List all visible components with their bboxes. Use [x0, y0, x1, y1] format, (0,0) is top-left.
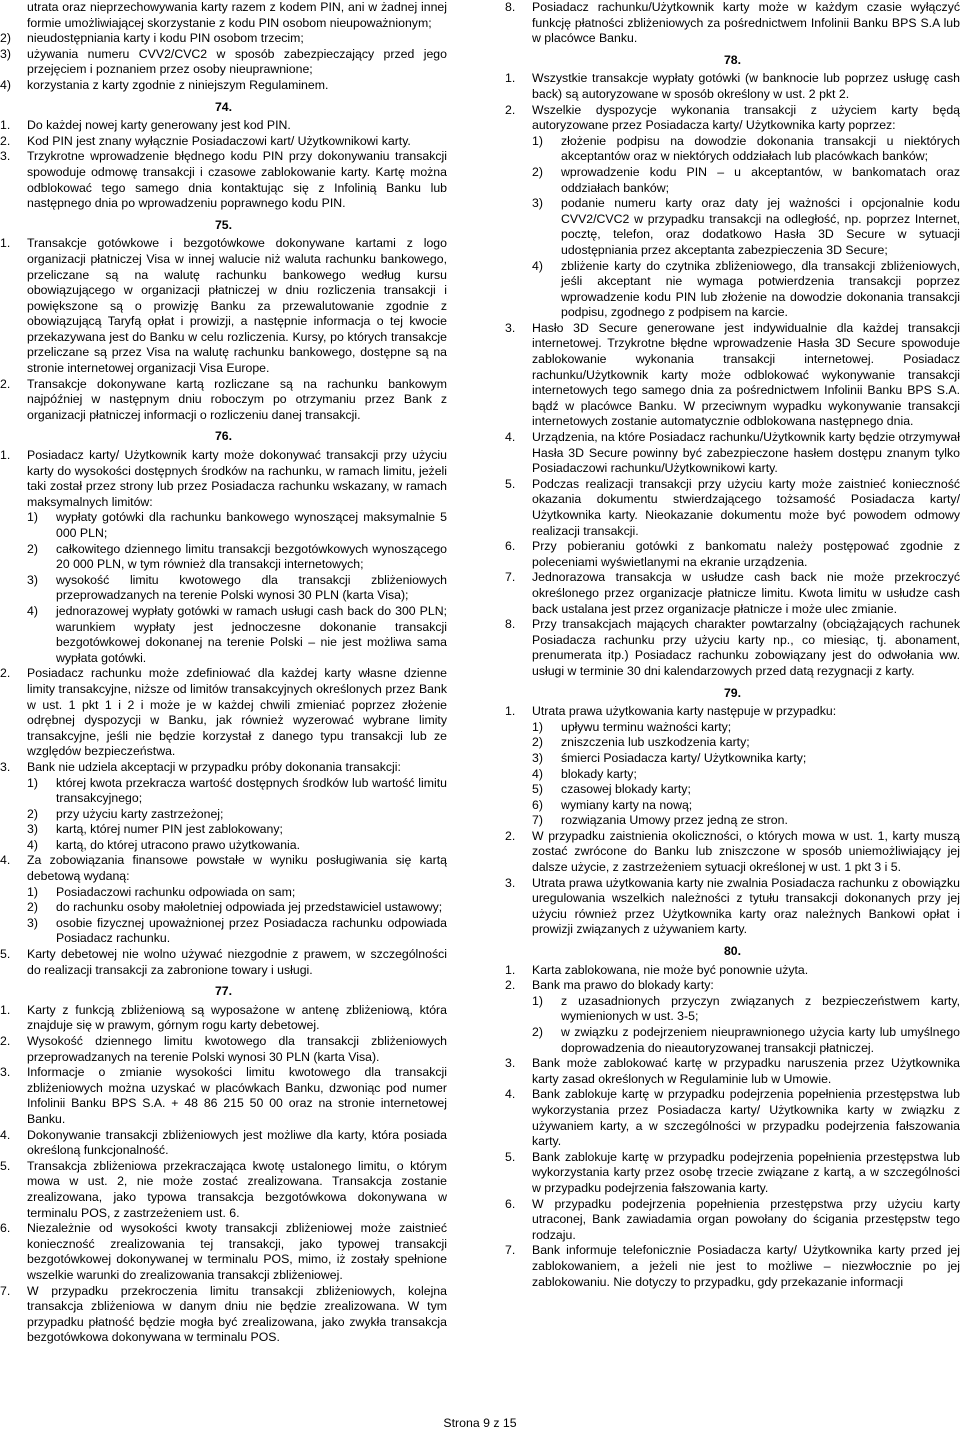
- item-number: 6.: [505, 539, 516, 554]
- sub-item: [0, 916, 447, 947]
- item-text: Jednorazowa transakcja w usłudze cash back nie może przekroczyć określonego przez organizacje płatnicze limitu. Kwota limitu w usłudze cash back ustalana jest przez organizacje płatnicze i może ulec zmianie.: [532, 570, 960, 616]
- item-text: nieudostępniania karty i kodu PIN osobom trzecim;: [27, 31, 304, 46]
- item-text: korzystania z karty zgodnie z niniejszym Regulaminem.: [27, 77, 329, 92]
- section-number: 77.: [214, 984, 233, 999]
- list-item: [0, 448, 447, 510]
- item-number: 3): [27, 572, 38, 587]
- item-text: Bank informuje telefonicznie Posiadacza karty/ Użytkownika karty przed jej zablokowaniem, a jeżeli nie jest to możliwe – niezwłocznie po jej zablokowaniu. Nie dotyczy to przypadku, gdy przekazanie informacji: [532, 1243, 960, 1289]
- item-text: Za zobowiązania finansowe powstałe w wyniku posługiwania się kartą debetową wydaną:: [27, 853, 447, 884]
- list-item: [505, 570, 960, 617]
- item-text: jednorazowej wypłaty gotówki w ramach usługi cash back do 300 PLN; warunkiem wypłaty jest jednoczesne dokonanie transakcji bezgotówkowej dokonanej na terenie Polski – nie jest możliwa sama wypłata gotówki.: [56, 603, 447, 665]
- sub-item: [0, 822, 447, 838]
- item-number: 7.: [505, 1243, 516, 1258]
- item-number: 1): [27, 510, 38, 525]
- item-number: 3): [532, 750, 543, 765]
- sub-item: [505, 782, 960, 798]
- item-text: Karty z funkcją zbliżeniową są wyposażone w antenę zbliżeniową, która znajduje się w prawym, górnym rogu karty debetowej.: [27, 1002, 447, 1033]
- list-item: [505, 321, 960, 430]
- left-column: [0, 0, 447, 1346]
- section-number: 80.: [723, 944, 742, 959]
- item-number: 1.: [505, 962, 516, 977]
- item-number: 4): [532, 766, 543, 781]
- list-item: [0, 1065, 447, 1127]
- item-number: 2): [532, 1025, 543, 1039]
- item-number: 3): [27, 822, 38, 837]
- right-column: [505, 0, 960, 1290]
- item-text: wymiany karty na nową;: [561, 797, 693, 812]
- list-item: [505, 704, 960, 720]
- item-number: 1): [532, 993, 543, 1008]
- item-number: 6.: [505, 1196, 516, 1211]
- item-number: 2.: [0, 133, 11, 148]
- list-item: [505, 963, 960, 979]
- item-number: 1.: [505, 704, 516, 719]
- section-number: 78.: [723, 52, 742, 67]
- sub-item: [505, 720, 960, 736]
- item-number: 1): [532, 719, 543, 734]
- item-text: Bank ma prawo do blokady karty:: [532, 978, 714, 993]
- list-item: [505, 1087, 960, 1149]
- item-number: 3.: [505, 320, 516, 335]
- item-number: 7.: [0, 1283, 11, 1298]
- list-item: [505, 1056, 960, 1087]
- item-text: rozwiązania Umowy przez jedną ze stron.: [561, 813, 788, 828]
- list-item: [0, 1034, 447, 1065]
- item-number: 4): [532, 258, 543, 273]
- list-item: [0, 149, 447, 211]
- item-number: 7): [532, 813, 543, 828]
- item-text: Transakcja zbliżeniowa przekraczająca kwotę ustalonego limitu, o którym mowa w ust. 2, nie może zostać zrealizowana. Transakcja zostanie zrealizowana, jako typowa transakcja bezgotówkowa dokonywana w terminalu POS, z zastrzeżeniem ust. 6.: [27, 1158, 447, 1220]
- item-number: 3): [532, 196, 543, 211]
- sub-item: [505, 767, 960, 783]
- item-text: osobie fizycznej upoważnionej przez Posiadacza rachunku odpowiada Posiadacz rachunku.: [56, 915, 447, 946]
- item-text: Wysokość dziennego limitu kwotowego dla transakcji zbliżeniowych przeprowadzanych na terenie Polski wynosi 30 PLN (karta Visa).: [27, 1034, 447, 1064]
- item-number: 2): [27, 806, 38, 821]
- item-text: W przypadku podejrzenia popełnienia przestępstwa przy użyciu karty utraconej, Bank zawiadamia organ powołany do ścigania przestępstw tego rodzaju.: [532, 1196, 960, 1242]
- section-number: 74.: [214, 99, 233, 114]
- list-item: [505, 477, 960, 539]
- item-number: 3): [27, 915, 38, 930]
- item-number: 1): [27, 884, 38, 899]
- item-text: Trzykrotne wprowadzenie błędnego kodu PIN przy dokonywaniu transakcji spowoduje odmowę transakcji i czasowe zablokowanie karty. Kartę można odblokować tego samego dnia kontaktując się z Infolinią Banku lub następnego dnia po wprowadzeniu poprawnego kodu PIN.: [27, 149, 447, 211]
- sub-item: [0, 510, 447, 541]
- list-item: [0, 1284, 447, 1346]
- item-number: 3.: [505, 875, 516, 890]
- list-item: [505, 978, 960, 994]
- list-item: [0, 78, 447, 94]
- item-text: Transakcje dokonywane kartą rozliczane są na rachunku bankowym najpóźniej w następnym dniu roboczym po otrzymaniu przez Bank z organizacji płatniczej informacji o rozliczeniu danej transakcji.: [27, 376, 447, 422]
- item-text: zbliżenie karty do czytnika zbliżeniowego, dla transakcji zbliżeniowych, jeśli akceptant nie wymaga potwierdzenia transakcji poprzez wprowadzenie kodu PIN lub złożenie na dowodzie dokonania transakcji podpisu, zgodnego z podpisem na karcie.: [561, 258, 960, 320]
- item-number: 5.: [505, 476, 516, 491]
- list-item: [505, 876, 960, 938]
- item-text: w związku z podejrzeniem nieuprawnionego użycia karty lub umyślnego doprowadzenia do nieautoryzowanej transakcji płatniczej.: [561, 1025, 960, 1055]
- page-footer: Strona 9 z 15: [443, 1416, 517, 1430]
- item-number: 6): [532, 797, 543, 812]
- item-text: Posiadacz karty/ Użytkownik karty może dokonywać transakcji przy użyciu karty do wysokości dostępnych środków na rachunku, w ramach limitu, jeżeli taki został przez strony lub przez Posiadacza rachunku wskazany, w ramach maksymalnych limitów:: [27, 448, 447, 509]
- item-text: upływu terminu ważności karty;: [561, 719, 732, 734]
- item-text: Utrata prawa użytkowania karty nie zwalnia Posiadacza rachunku z obowiązku uregulowania wszelkich należności z tytułu transakcji dokonanych przy jej użyciu również przez Użytkownika karty oraz należnych Bankowi opłat i prowizji związanych z używaniem karty.: [532, 875, 960, 937]
- item-number: 2): [27, 541, 38, 556]
- list-item: [0, 760, 447, 776]
- item-number: 2.: [505, 828, 516, 843]
- list-item: [505, 617, 960, 679]
- item-number: 8.: [505, 617, 516, 632]
- sub-item: [505, 813, 960, 829]
- item-text: W przypadku przekroczenia limitu transakcji zbliżeniowych, kolejna transakcja zbliżeniowa w danym dniu nie będzie zrealizowana. W tym przypadku płatność będzie mogła być zrealizowana, jako zwykła transakcja bezgotówkowa dokonywana w terminalu POS.: [27, 1283, 447, 1345]
- item-text: Kod PIN jest znany wyłącznie Posiadaczowi kart/ Użytkownikowi karty.: [27, 133, 411, 148]
- item-number: 3): [0, 46, 11, 61]
- list-item: [0, 853, 447, 884]
- list-item: [0, 947, 447, 978]
- item-number: 2.: [0, 1034, 11, 1048]
- sub-item: [505, 196, 960, 258]
- item-text: blokady karty;: [561, 766, 637, 781]
- item-number: 5): [532, 782, 543, 797]
- list-item: [505, 71, 960, 102]
- item-text: używania numeru CVV2/CVC2 w sposób zabezpieczający przed jego przejęciem i poznaniem przez osoby nieuprawnione;: [27, 46, 447, 77]
- item-text: Utrata prawa użytkowania karty następuje w przypadku:: [532, 704, 837, 719]
- list-item: [0, 666, 447, 760]
- item-text: Niezależnie od wysokości kwoty transakcji zbliżeniowej może zaistnieć konieczność zrealizowania tej transakcji, jako typowej transakcji bezgotówkowej dokonywanej w terminalu POS, mimo, iż zostały spełnione wszelkie warunki do zrealizowania transakcji zbliżeniowej.: [27, 1221, 447, 1282]
- list-item: [505, 1243, 960, 1290]
- list-item: [0, 1003, 447, 1034]
- item-number: 4): [27, 837, 38, 852]
- list-item: [0, 0, 447, 31]
- list-item: [505, 0, 960, 47]
- sub-item: [0, 776, 447, 807]
- item-text: Bank nie udziela akceptacji w przypadku próby dokonania transakcji:: [27, 759, 401, 774]
- sub-item: [0, 885, 447, 901]
- item-text: z uzasadnionych przyczyn związanych z bezpieczeństwem karty, wymienionych w ust. 3-5;: [561, 993, 960, 1024]
- list-item: [0, 1221, 447, 1283]
- item-text: Hasło 3D Secure generowane jest indywidualnie dla każdej transakcji internetowej. Trzykrotne błędne wprowadzenie Hasła 3D Secure spowoduje zablokowanie wykonania transakcji internetowej. Posiadacz rachunku/Użytkownik karty może odblokować wykonywanie transakcji internetowych tego samego dnia za pośrednictwem Infolinii Banku BPS S.A. bądź w placówce Banku. W przeciwnym wypadku wykonywanie transakcji internetowych zostanie automatycznie odblokowana następnego dnia.: [532, 320, 960, 429]
- item-text: Do każdej nowej karty generowany jest kod PIN.: [27, 118, 291, 133]
- list-item: [0, 134, 447, 150]
- item-number: 2.: [505, 978, 516, 993]
- item-text: Posiadacz rachunku/Użytkownik karty może w każdym czasie wyłączyć funkcję płatności zbliżeniowych za pośrednictwem Infolinii Banku BPS S.A lub w placówce Banku.: [532, 0, 960, 46]
- sub-item: [0, 542, 447, 573]
- sub-item: [0, 604, 447, 666]
- sub-item: [505, 1025, 960, 1056]
- list-item: [505, 539, 960, 570]
- item-text: złożenie podpisu na dowodzie dokonania transakcji u niektórych akceptantów oraz w niektórych oddziałach lub placówkach banków;: [561, 133, 960, 164]
- item-number: 1): [27, 775, 38, 790]
- list-item: [0, 47, 447, 78]
- section-number: 76.: [214, 429, 233, 444]
- list-item: [0, 1128, 447, 1159]
- item-number: 3.: [0, 1065, 11, 1080]
- sub-item: [505, 134, 960, 165]
- item-text: podanie numeru karty oraz daty jej ważności i opcjonalnie kodu CVV2/CVC2 w przypadku transakcji na odległość, np. poprzez Internet, pocztę, telefon, oraz dodatkowo Hasła 3D Secure w sytuacji udostępniania przez akceptanta zabezpieczenia 3D Secure;: [561, 196, 960, 257]
- sub-item: [0, 900, 447, 916]
- item-text: Bank zablokuje kartę w przypadku podejrzenia popełnienia przestępstwa lub wykorzystania karty przez osobę trzecie związane z kartą, a w szczególności w przypadku podejrzenia fałszowania karty.: [532, 1149, 960, 1195]
- item-text: Przy pobieraniu gotówki z bankomatu należy postępować zgodnie z poleceniami wyświetlanymi na ekranie urządzenia.: [532, 539, 960, 569]
- item-number: 2.: [0, 666, 11, 681]
- sub-item: [505, 259, 960, 321]
- sub-item: [505, 798, 960, 814]
- sub-item: [505, 994, 960, 1025]
- item-text: Karty debetowej nie wolno używać niezgodnie z prawem, w szczególności do realizacji transakcji za zabronione towary i usługi.: [27, 947, 447, 977]
- item-text: czasowej blokady karty;: [561, 782, 691, 797]
- sub-item: [505, 735, 960, 751]
- item-number: 3.: [0, 759, 11, 774]
- section-number: 75.: [214, 217, 233, 232]
- item-text: zniszczenia lub uszkodzenia karty;: [561, 735, 750, 750]
- item-text: przy użyciu karty zastrzeżonej;: [56, 806, 224, 821]
- item-number: 1.: [505, 71, 516, 86]
- item-text: do rachunku osoby małoletniej odpowiada jej przedstawiciel ustawowy;: [56, 900, 443, 915]
- list-item: [0, 31, 447, 47]
- item-text: śmierci Posiadacza karty/ Użytkownika karty;: [561, 750, 807, 765]
- item-number: 5.: [0, 1158, 11, 1173]
- item-number: 6.: [0, 1221, 11, 1236]
- item-text: utrata oraz nieprzechowywania karty razem z kodem PIN, ani w żadnej innej formie umożliwiającej skorzystanie z kodu PIN osobom nieupoważnionym;: [27, 0, 447, 30]
- item-number: 3.: [0, 149, 11, 164]
- item-number: 2): [27, 900, 38, 915]
- sub-item: [0, 807, 447, 823]
- section-number: 79.: [723, 685, 742, 700]
- item-text: W przypadku zaistnienia okoliczności, o których mowa w ust. 1, karty muszą zostać zwrócone do Banku lub zniszczone w sposób uniemożliwiający jej dalsze użycie, z zastrzeżeniem sytuacji określonej w ust. 1 pkt 3 i 5.: [532, 828, 960, 875]
- item-text: kartą, której numer PIN jest zablokowany;: [56, 822, 283, 837]
- item-text: Bank zablokuje kartę w przypadku podejrzenia popełnienia przestępstwa lub wykorzystania przez Posiadacza karty/ Użytkownika karty w związku z używaniem karty, a w szczególności w przypadku podejrzenia fałszowania karty.: [532, 1087, 960, 1149]
- list-item: [505, 1197, 960, 1244]
- item-number: 8.: [505, 0, 516, 14]
- item-text: Wszelkie dyspozycje wykonania transakcji z użyciem karty będą autoryzowane przez Posiadacza karty/ Użytkownika karty poprzez:: [532, 102, 960, 133]
- sub-item: [0, 838, 447, 854]
- item-number: 4.: [0, 1127, 11, 1142]
- item-text: Przy transakcjach mających charakter powtarzalny (obciążających rachunek Posiadacza rachunku przy użyciu karty np., co miesiąc, tj. abonament, prenumerata itp.) Posiadacz rachunku zobowiązany jest do odwołania ww. usługi w terminie 30 dni kalendarzowych przed datą rezygnacji z karty.: [532, 617, 960, 678]
- item-number: 5.: [505, 1149, 516, 1164]
- sub-item: [505, 165, 960, 196]
- item-text: której kwota przekracza wartość dostępnych środków lub wartość limitu transakcyjnego;: [56, 775, 447, 806]
- item-number: 4): [27, 603, 38, 618]
- item-number: 4): [0, 77, 11, 92]
- list-item: [505, 829, 960, 876]
- item-text: kartą, do której utracono prawo użytkowania.: [56, 837, 301, 852]
- list-item: [0, 377, 447, 424]
- list-item: [505, 430, 960, 477]
- item-text: Dokonywanie transakcji zbliżeniowych jest możliwe dla karty, która posiada określoną funkcjonalność.: [27, 1127, 447, 1158]
- item-text: Posiadacz rachunku może zdefiniować dla każdej karty własne dzienne limity transakcyjne, niższe od limitów transakcyjnych określonych przez Bank w ust. 1 pkt 1 i 2 i może je w każdej chwili zmieniać poprzez złożenie odrębnej dyspozycji w Banku, jak również wyzerować wybrane limity transakcyjne, jeśli nie będzie korzystał z danego typu transakcji lub ze względów bezpieczeństwa.: [27, 666, 447, 759]
- list-item: [0, 1159, 447, 1221]
- item-number: 2): [0, 31, 11, 46]
- item-number: 1): [532, 133, 543, 148]
- item-text: Urządzenia, na które Posiadacz rachunku/Użytkownik karty będzie otrzymywał Hasła 3D Secure powinny być zabezpieczone hasłem dostępu znanym tylko Posiadaczowi rachunku/Użytkownikowi karty.: [532, 430, 960, 476]
- list-item: [505, 103, 960, 134]
- item-number: 4.: [505, 430, 516, 445]
- item-text: wysokość limitu kwotowego dla transakcji zbliżeniowych przeprowadzanych na terenie Polski wynosi 30 PLN (karta Visa);: [56, 572, 447, 603]
- item-text: Transakcje gotówkowe i bezgotówkowe dokonywane kartami z logo organizacji płatniczej Visa w innej walucie niż waluta rachunku bankowego, przeliczane są na walutę rachunku bankowego według kursu obowiązującego w organizacji płatniczej w dniu rozliczenia transakcji i powiększone są o prowizję Banku za przewalutowanie zgodnie z obowiązującą Taryfą opłat i prowizji, a następnie informacja o tej kwocie przekazywana jest do Banku w celu rozliczenia. Kursy, po których transakcje przeliczane są przez Visa na walutę rachunku bankowego, dostępne są na stronie internetowej organizacji Visa Europe.: [27, 236, 447, 376]
- list-item: [0, 236, 447, 376]
- item-number: 1.: [0, 1002, 11, 1017]
- sub-item: [505, 751, 960, 767]
- item-text: wprowadzenie kodu PIN – u akceptantów, w bankomatach oraz oddziałach banków;: [561, 164, 960, 195]
- item-number: 2.: [0, 376, 11, 391]
- item-text: wypłaty gotówki dla rachunku bankowego wynoszącej maksymalnie 5 000 PLN;: [56, 510, 447, 540]
- item-number: 7.: [505, 570, 516, 585]
- item-number: 4.: [505, 1087, 516, 1102]
- item-number: 5.: [0, 947, 11, 962]
- item-number: 1.: [0, 236, 11, 251]
- item-number: 2): [532, 735, 543, 750]
- list-item: [505, 1150, 960, 1197]
- item-number: 4.: [0, 853, 11, 868]
- item-text: Wszystkie transakcje wypłaty gotówki (w banknocie lub poprzez usługę cash back) są autoryzowane w sposób określony w ust. 2 pkt 2.: [532, 71, 960, 101]
- item-number: 3.: [505, 1056, 516, 1071]
- item-text: Bank może zablokować kartę w przypadku naruszenia przez Użytkownika karty zasad określonych w Regulaminie lub w Umowie.: [532, 1056, 960, 1086]
- item-number: 1.: [0, 448, 11, 463]
- sub-item: [0, 573, 447, 604]
- item-text: Posiadaczowi rachunku odpowiada on sam;: [56, 884, 296, 899]
- item-number: 2.: [505, 102, 516, 117]
- list-item: [0, 118, 447, 134]
- item-text: Podczas realizacji transakcji przy użyciu karty może zaistnieć konieczność okazania dokumentu stwierdzającego tożsamość Posiadacza karty/ Użytkownika karty. Nieokazanie dokumentu może być powodem odmowy realizacji transakcji.: [532, 476, 960, 538]
- item-number: 2): [532, 164, 543, 179]
- item-text: całkowitego dziennego limitu transakcji bezgotówkowych wynoszącego 20 000 PLN, w tym również dla transakcji internetowych;: [56, 541, 447, 572]
- item-text: Karta zablokowana, nie może być ponownie użyta.: [532, 962, 809, 977]
- item-number: 1.: [0, 118, 11, 133]
- item-text: Informacje o zmianie wysokości limitu kwotowego dla transakcji zbliżeniowych można uzyskać w placówkach Banku, dzwoniąc pod numer Infolinii Banku BPS S.A. + 48 86 215 50 00 oraz na stronie internetowej Banku.: [27, 1065, 447, 1126]
